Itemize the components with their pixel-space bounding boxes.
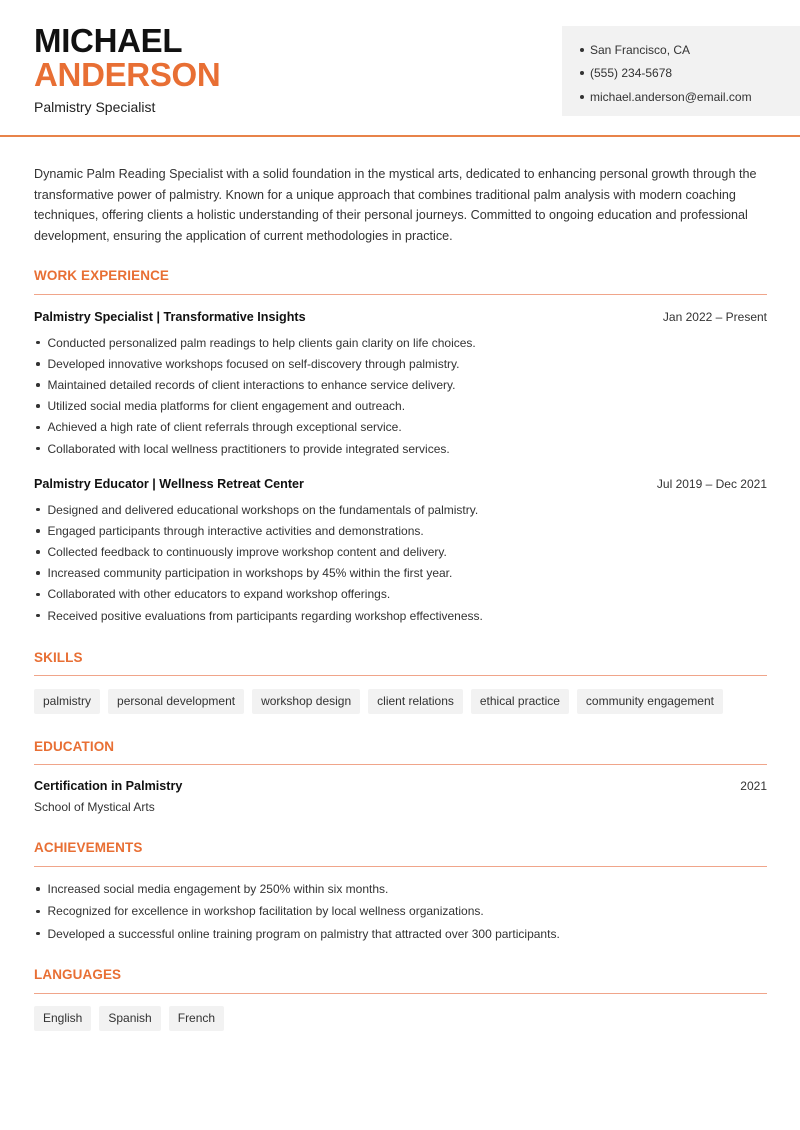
job-bullets	[34, 332, 767, 459]
profile-summary: Dynamic Palm Reading Specialist with a solid foundation in the mystical arts, dedicated to enhancing personal growth through the transformative power of palmistry. Known for a unique approach that combines traditional palm analysis with modern coaching techniques, offering clients a holistic understanding of their personal journeys. Committed to ongoing education and professional development, ensuring the application of current methodologies in practice.	[34, 167, 757, 243]
bullet-icon	[36, 550, 40, 554]
language-chip: French	[169, 1006, 224, 1031]
resume-header	[0, 0, 800, 137]
section-divider	[34, 764, 767, 765]
list-item: Received positive evaluations from participants regarding workshop effectiveness.	[34, 605, 767, 626]
skill-chip: community engagement	[577, 689, 723, 714]
job-header	[34, 310, 767, 324]
section-divider	[34, 675, 767, 676]
section-divider	[34, 993, 767, 994]
skill-chip: ethical practice	[471, 689, 569, 714]
achievements-list	[34, 878, 794, 945]
education-year: 2021	[740, 779, 767, 793]
location-text: San Francisco, CA	[590, 42, 691, 57]
job-header	[34, 477, 767, 491]
list-item: Increased social media engagement by 250% within six months.	[34, 878, 794, 900]
bullet-icon	[36, 529, 40, 533]
bullet-icon	[36, 383, 40, 387]
list-item: Achieved a high rate of client referrals through exceptional service.	[34, 417, 767, 438]
bullet-icon	[580, 95, 584, 99]
section-title-achievements: ACHIEVEMENTS	[34, 840, 143, 855]
bullet-icon	[36, 932, 40, 936]
section-divider	[34, 866, 767, 867]
list-item: Developed a successful online training program on palmistry that attracted over 300 participants.	[34, 923, 794, 945]
first-name: MICHAEL	[34, 22, 183, 59]
list-item: Maintained detailed records of client interactions to enhance service delivery.	[34, 374, 767, 395]
bullet-icon	[36, 593, 40, 597]
job-title: Palmistry Specialist	[34, 99, 156, 115]
contact-location	[580, 38, 800, 62]
bullet-icon	[36, 910, 40, 914]
list-item: Increased community participation in workshops by 45% within the first year.	[34, 563, 767, 584]
language-chip: Spanish	[99, 1006, 160, 1031]
bullet-icon	[36, 362, 40, 366]
contact-box	[562, 26, 800, 116]
job-role: Palmistry Specialist | Transformative Insights	[34, 310, 306, 324]
bullet-icon	[36, 447, 40, 451]
bullet-icon	[36, 341, 40, 345]
section-title-skills: SKILLS	[34, 650, 83, 665]
email-text: michael.anderson@email.com	[590, 89, 752, 104]
skill-chip: personal development	[108, 689, 244, 714]
education-header	[34, 779, 767, 793]
list-item: Utilized social media platforms for client engagement and outreach.	[34, 396, 767, 417]
language-chip: English	[34, 1006, 91, 1031]
list-item: Collaborated with local wellness practitioners to provide integrated services.	[34, 438, 767, 459]
bullet-icon	[36, 887, 40, 891]
bullet-icon	[36, 508, 40, 512]
bullet-icon	[36, 571, 40, 575]
education-school: School of Mystical Arts	[34, 800, 155, 814]
section-title-work: WORK EXPERIENCE	[34, 268, 170, 283]
last-name: ANDERSON	[34, 56, 221, 93]
bullet-icon	[36, 614, 40, 618]
job-role: Palmistry Educator | Wellness Retreat Center	[34, 477, 304, 491]
job-dates: Jan 2022 – Present	[662, 310, 767, 324]
list-item: Collected feedback to continuously improve workshop content and delivery.	[34, 541, 767, 562]
list-item: Conducted personalized palm readings to help clients gain clarity on life choices.	[34, 332, 767, 353]
bullet-icon	[580, 48, 584, 52]
bullet-icon	[580, 71, 584, 75]
section-divider	[34, 294, 767, 295]
section-title-education: EDUCATION	[34, 739, 115, 754]
languages-list	[34, 1006, 224, 1031]
list-item: Designed and delivered educational workshops on the fundamentals of palmistry.	[34, 499, 767, 520]
contact-email	[580, 85, 800, 109]
skills-list	[34, 689, 723, 714]
list-item: Engaged participants through interactive activities and demonstrations.	[34, 520, 767, 541]
skill-chip: palmistry	[34, 689, 100, 714]
list-item: Developed innovative workshops focused on self-discovery through palmistry.	[34, 353, 767, 374]
phone-text: (555) 234-5678	[590, 66, 673, 81]
contact-phone	[580, 62, 800, 86]
section-title-languages: LANGUAGES	[34, 967, 122, 982]
job-dates: Jul 2019 – Dec 2021	[656, 477, 767, 491]
bullet-icon	[36, 404, 40, 408]
job-bullets	[34, 499, 767, 626]
bullet-icon	[36, 426, 40, 430]
list-item: Collaborated with other educators to expand workshop offerings.	[34, 584, 767, 605]
skill-chip: workshop design	[252, 689, 360, 714]
skill-chip: client relations	[368, 689, 463, 714]
education-degree: Certification in Palmistry	[34, 779, 183, 793]
list-item: Recognized for excellence in workshop facilitation by local wellness organizations.	[34, 900, 794, 922]
